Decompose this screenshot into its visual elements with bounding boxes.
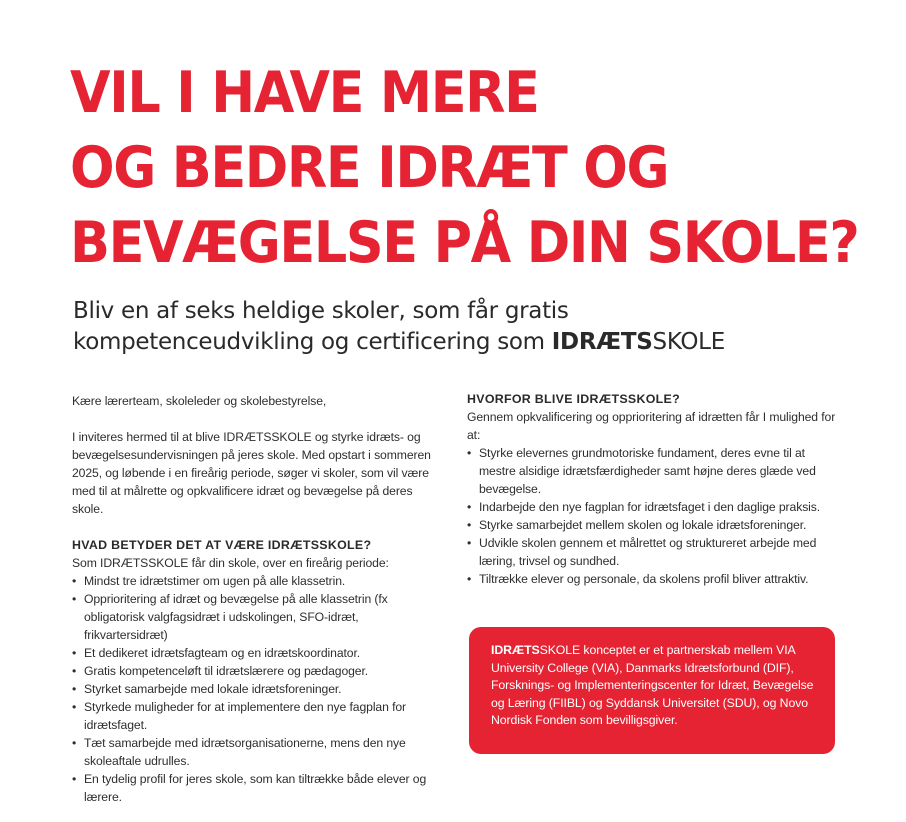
list-item: • En tydelig profil for jeres skole, som kan tiltrække både elever og lærere.	[72, 770, 444, 806]
infobox-brand-bold: IDRÆTS	[491, 643, 540, 657]
list-item: • Udvikle skolen gennem et målrettet og struktureret arbejde med læring, trivsel og sundhed.	[467, 534, 839, 570]
reasons-list	[467, 444, 839, 588]
list-item: • Gratis kompetenceløft til idrætslærere og pædagoger.	[72, 662, 444, 680]
section-lead-why: Gennem opkvalificering og opprioritering af idrætten får I mulighed for at:	[467, 410, 836, 442]
headline-line-1: VIL I HAVE MERE	[70, 60, 539, 126]
list-item: • Mindst tre idrætstimer om ugen på alle klassetrin.	[72, 572, 444, 590]
section-lead-what: Som IDRÆTSSKOLE får din skole, over en fireårig periode:	[72, 556, 389, 570]
section-heading-why: HVORFOR BLIVE IDRÆTSSKOLE?	[467, 392, 680, 406]
list-item: • Tæt samarbejde med idrætsorganisationerne, mens den nye skoleaftale udrulles.	[72, 734, 444, 770]
list-item: • Et dedikeret idrætsfagteam og en idrætskoordinator.	[72, 644, 444, 662]
list-item: • Indarbejde den nye fagplan for idrætsfaget i den daglige praksis.	[467, 498, 839, 516]
infobox-brand-light: SKOLE	[539, 643, 581, 657]
right-column	[467, 390, 839, 588]
list-item: • Styrke samarbejdet mellem skolen og lokale idrætsforeninger.	[467, 516, 839, 534]
headline	[70, 56, 859, 281]
section-heading-what: HVAD BETYDER DET AT VÆRE IDRÆTSSKOLE?	[72, 538, 372, 552]
partnership-info-box	[469, 627, 835, 754]
intro-paragraph: I inviteres hermed til at blive IDRÆTSSKOLE og styrke idræts- og bevægelsesundervisningen på jeres skole. Med opstart i sommeren 2025, og løbende i en fireårig periode, søger vi skoler, som vil være med til at målrette og opkvalificere idræt og bevægelse på deres skole.	[72, 430, 431, 516]
subtitle-line-1: Bliv en af seks heldige skoler, som får gratis	[73, 298, 569, 324]
brand-name-light: SKOLE	[652, 329, 725, 355]
list-item: • Opprioritering af idræt og bevægelse på alle klassetrin (fx obligatorisk valgfagsidræt i udskolingen, SFO-idræt, frikvartersidræt)	[72, 590, 444, 644]
list-item: • Styrke elevernes grundmotoriske fundament, deres evne til at mestre alsidige idrætsfærdigheder samt højne deres glæde ved bevægelse.	[467, 444, 839, 498]
headline-line-2: OG BEDRE IDRÆT OG	[70, 135, 669, 201]
headline-line-3: BEVÆGELSE PÅ DIN SKOLE?	[70, 210, 859, 276]
subtitle-line-2	[73, 327, 833, 358]
left-column	[72, 392, 444, 806]
list-item: • Styrket samarbejde med lokale idrætsforeninger.	[72, 680, 444, 698]
greeting: Kære lærerteam, skoleleder og skolebestyrelse,	[72, 394, 327, 408]
infobox-text: konceptet er et partnerskab mellem VIA University College (VIA), Danmarks Idrætsforbund (DIF), Forsknings- og Implementeringscenter for Idræt, Bevægelse og Læring (FIIBL) og Syddansk Universitet (SDU), og Novo Nordisk Fonden som bevilligsgiver.	[491, 643, 814, 728]
subtitle	[73, 296, 833, 358]
subtitle-line-2-text: kompetenceudvikling og certificering som	[73, 329, 552, 355]
list-item: • Styrkede muligheder for at implementere den nye fagplan for idrætsfaget.	[72, 698, 444, 734]
brand-name-bold: IDRÆTS	[551, 329, 653, 355]
benefits-list	[72, 572, 444, 806]
list-item: • Tiltrække elever og personale, da skolens profil bliver attraktiv.	[467, 570, 839, 588]
